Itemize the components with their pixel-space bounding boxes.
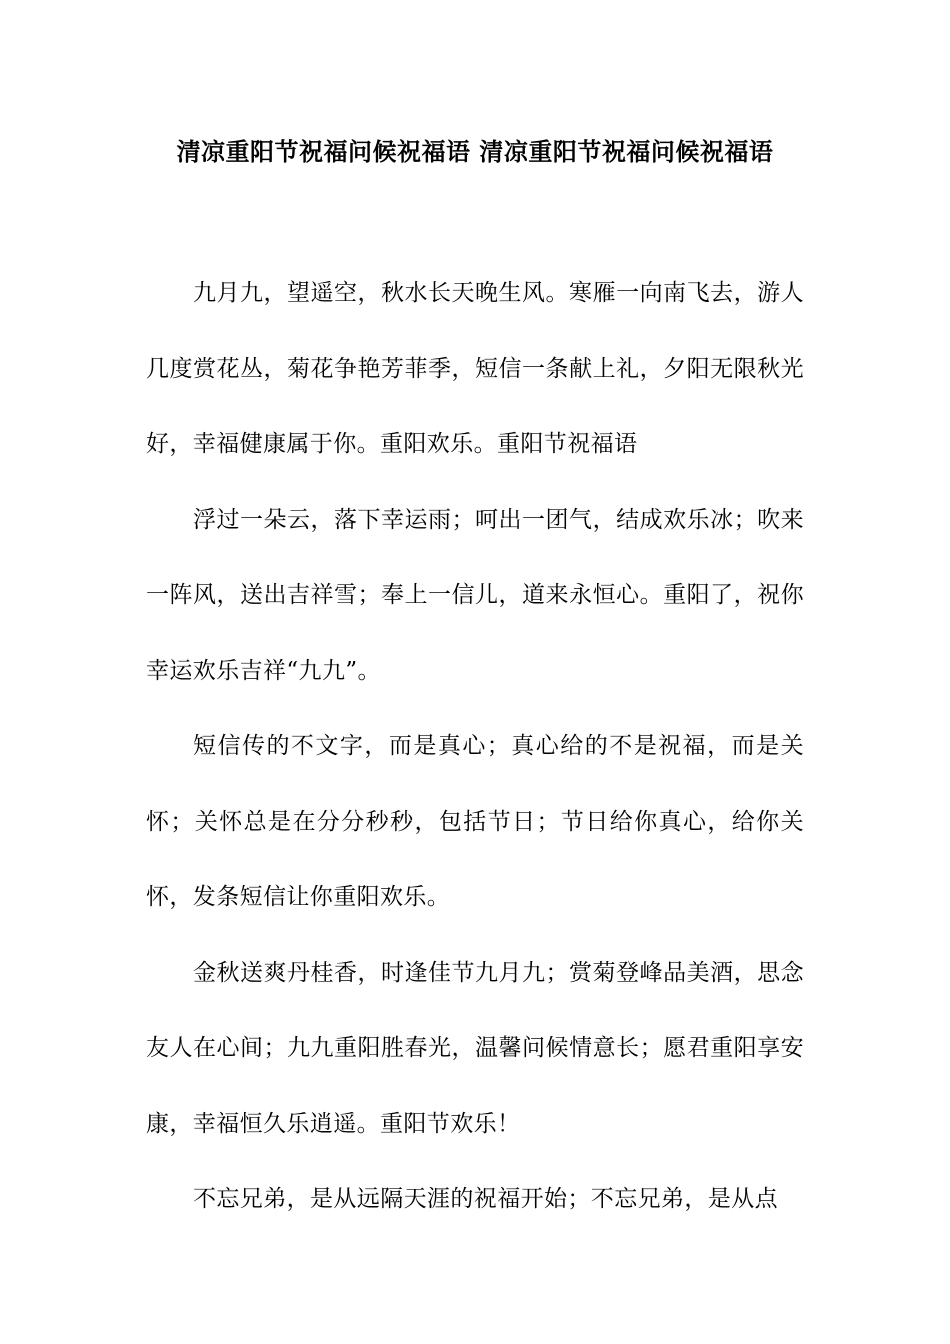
paragraph-4: 金秋送爽丹桂香，时逢佳节九月九；赏菊登峰品美酒，思念友人在心间；九九重阳胜春光，温馨问候情意长；愿君重阳享安康，幸福恒久乐逍遥。重阳节欢乐！ xyxy=(146,959,804,1137)
paragraph-5: 不忘兄弟，是从远隔天涯的祝福开始；不忘兄弟，是从点 xyxy=(193,1186,778,1212)
document-body xyxy=(146,256,804,1238)
paragraph-3: 短信传的不文字，而是真心；真心给的不是祝福，而是关怀；关怀总是在分分秒秒，包括节日；节日给你真心，给你关怀，发条短信让你重阳欢乐。 xyxy=(146,733,804,910)
document-title: 清凉重阳节祝福问候祝福语 清凉重阳节祝福问候祝福语 xyxy=(176,137,774,166)
paragraph-2: 浮过一朵云，落下幸运雨；呵出一团气，结成欢乐冰；吹来一阵风，送出吉祥雪；奉上一信儿，道来永恒心。重阳了，祝你幸运欢乐吉祥“九九”。 xyxy=(146,506,804,684)
paragraph-1: 九月九，望遥空，秋水长天晚生风。寒雁一向南飞去，游人几度赏花丛，菊花争艳芳菲季，短信一条献上礼，夕阳无限秋光好，幸福健康属于你。重阳欢乐。重阳节祝福语 xyxy=(146,280,804,457)
